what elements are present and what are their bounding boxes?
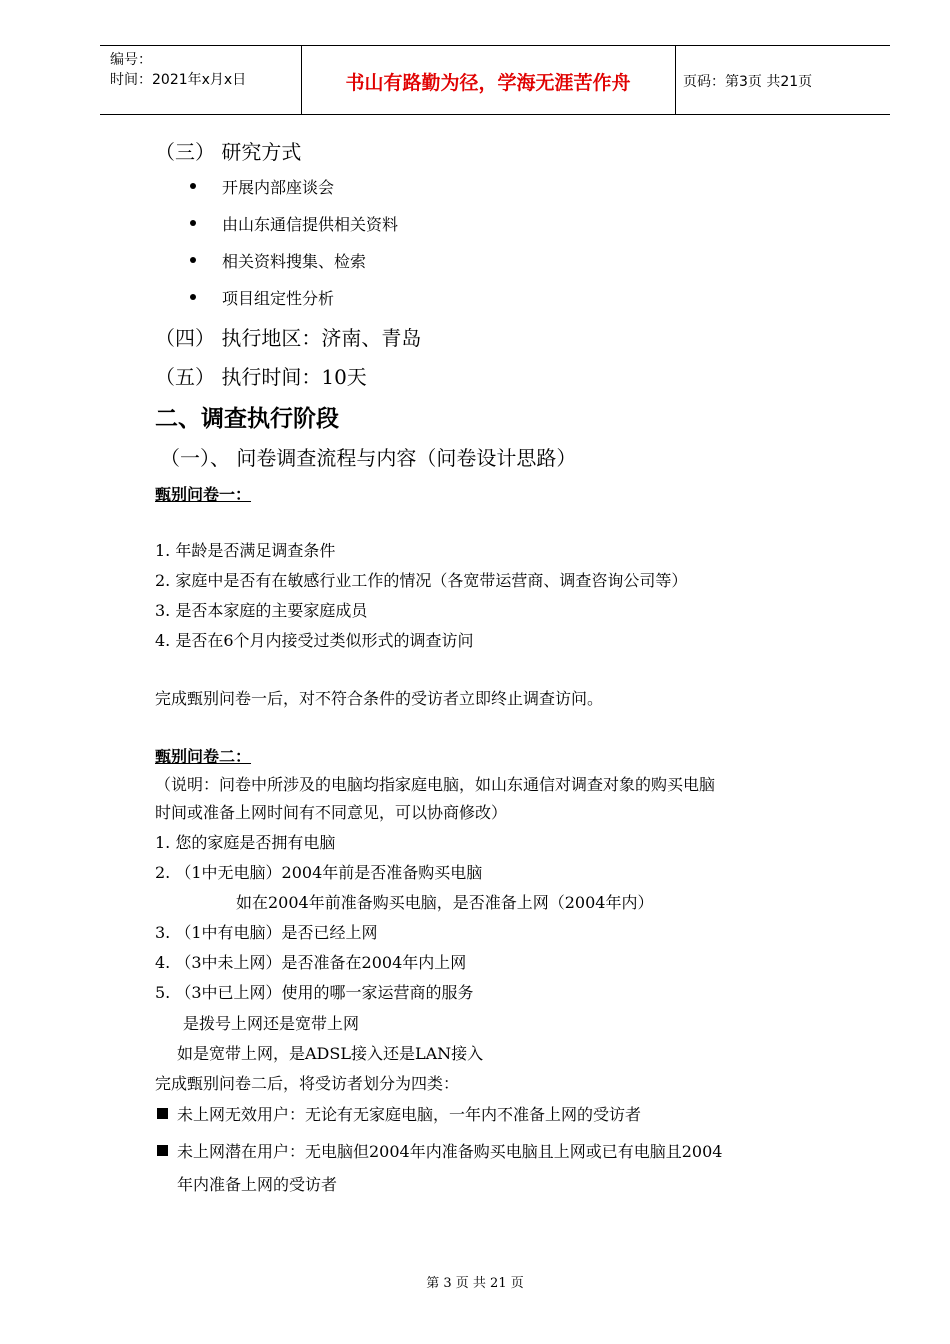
bullet-icon <box>190 183 196 189</box>
subsection-heading: （一）、 问卷调查流程与内容（问卷设计思路） <box>160 446 577 470</box>
list-item-continuation: 如是宽带上网，是ADSL接入还是LAN接入 <box>177 1044 484 1063</box>
section-5-heading: （五） 执行时间：10天 <box>155 365 367 389</box>
list-item: 开展内部座谈会 <box>222 178 335 197</box>
category-item-continuation: 年内准备上网的受访者 <box>177 1175 338 1194</box>
section-3-heading: （三） 研究方式 <box>155 140 302 164</box>
time-label: 时间：2021年x月x日 <box>110 72 247 88</box>
list-item: 3. 是否本家庭的主要家庭成员 <box>155 601 368 620</box>
list-item-continuation: 是拨号上网还是宽带上网 <box>183 1014 360 1033</box>
bullet-icon <box>190 294 196 300</box>
header-motto: 书山有路勤为径，学海无涯苦作舟 <box>345 72 631 94</box>
list-item: 相关资料搜集、检索 <box>222 252 367 271</box>
category-item: 未上网潜在用户：无电脑但2004年内准备购买电脑且上网或已有电脑且2004 <box>177 1142 723 1161</box>
category-item: 未上网无效用户：无论有无家庭电脑，一年内不准备上网的受访者 <box>177 1105 642 1124</box>
paragraph: 完成甄别问卷二后，将受访者划分为四类： <box>155 1074 460 1093</box>
header-page-info: 页码：第3页 共21页 <box>683 74 813 90</box>
square-bullet-icon <box>157 1145 168 1156</box>
note-line: （说明：问卷中所涉及的电脑均指家庭电脑，如山东通信对调查对象的购买电脑 <box>155 775 716 794</box>
questionnaire-2-title: 甄别问卷二： <box>155 747 252 766</box>
list-item: 2. （1中无电脑）2004年前是否准备购买电脑 <box>155 863 483 882</box>
chapter-heading: 二、调查执行阶段 <box>155 406 339 432</box>
list-item: 5. （3中已上网）使用的哪一家运营商的服务 <box>155 983 474 1002</box>
page-header <box>100 45 890 115</box>
list-item: 4. （3中未上网）是否准备在2004年内上网 <box>155 953 467 972</box>
list-item-continuation: 如在2004年前准备购买电脑，是否准备上网（2004年内） <box>236 893 654 912</box>
list-item: 2. 家庭中是否有在敏感行业工作的情况（各宽带运营商、调查咨询公司等） <box>155 571 688 590</box>
list-item: 项目组定性分析 <box>222 289 335 308</box>
bullet-icon <box>190 220 196 226</box>
header-meta <box>110 50 246 90</box>
note-line: 时间或准备上网时间有不同意见，可以协商修改） <box>155 803 508 822</box>
questionnaire-1-title: 甄别问卷一： <box>155 485 252 504</box>
page-footer: 第 3 页 共 21 页 <box>426 1276 524 1291</box>
section-4-heading: （四） 执行地区：济南、青岛 <box>155 326 422 350</box>
bullet-icon <box>190 257 196 263</box>
header-divider <box>675 46 676 114</box>
number-label: 编号： <box>110 52 152 68</box>
paragraph: 完成甄别问卷一后，对不符合条件的受访者立即终止调查访问。 <box>155 689 604 708</box>
list-item: 由山东通信提供相关资料 <box>222 215 399 234</box>
square-bullet-icon <box>157 1108 168 1119</box>
list-item: 4. 是否在6个月内接受过类似形式的调查访问 <box>155 631 474 650</box>
list-item: 1. 年龄是否满足调查条件 <box>155 541 336 560</box>
list-item: 1. 您的家庭是否拥有电脑 <box>155 833 336 852</box>
list-item: 3. （1中有电脑）是否已经上网 <box>155 923 378 942</box>
